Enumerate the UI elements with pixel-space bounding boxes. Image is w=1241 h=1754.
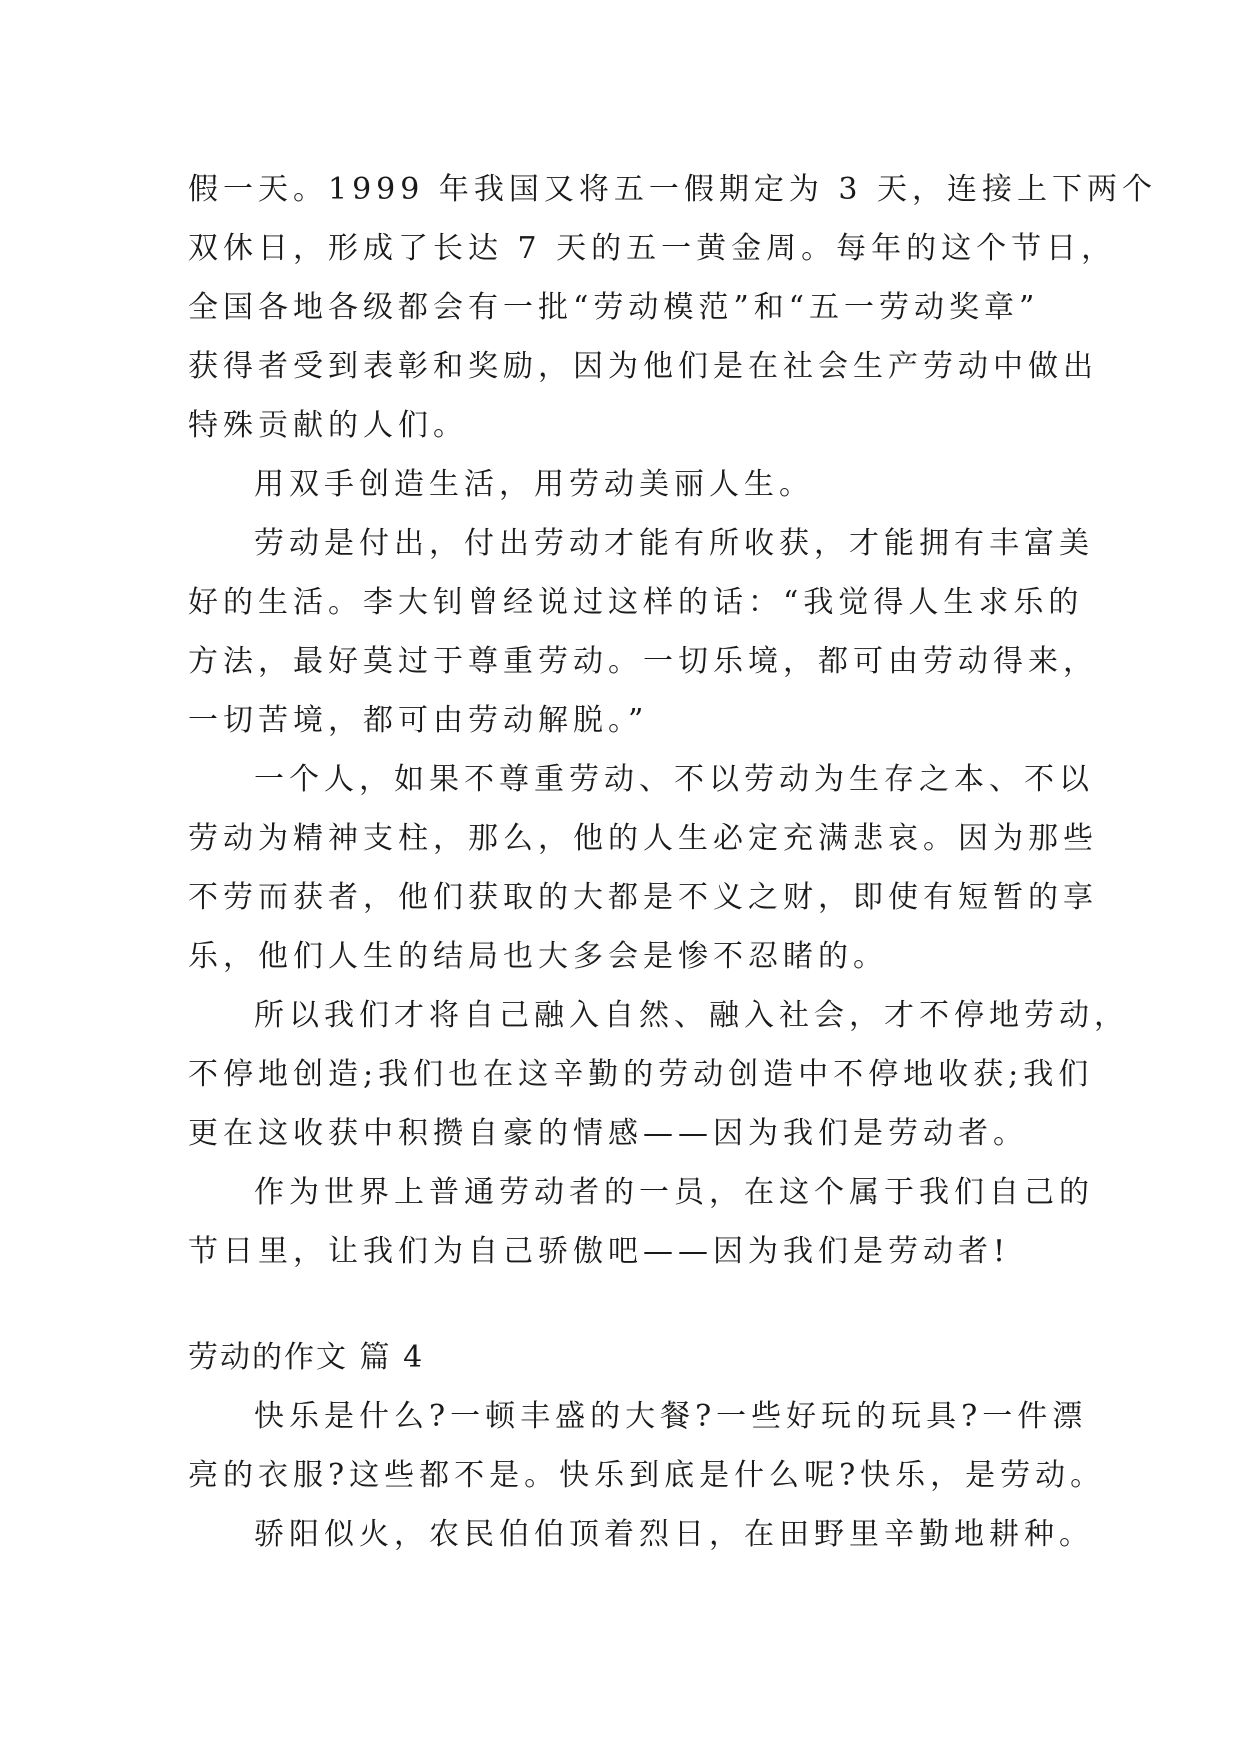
text-line: 劳动为精神支柱，那么，他的人生必定充满悲哀。因为那些 — [188, 821, 1098, 856]
text-line: 特殊贡献的人们。 — [188, 408, 468, 443]
text-line: 用双手创造生活，用劳动美丽人生。 — [254, 467, 814, 502]
text-line: 不停地创造;我们也在这辛勤的劳动创造中不停地收获;我们 — [188, 1057, 1094, 1092]
text-line: 节日里，让我们为自己骄傲吧——因为我们是劳动者! — [188, 1234, 1011, 1269]
text-line: 骄阳似火，农民伯伯顶着烈日，在田野里辛勤地耕种。 — [254, 1517, 1094, 1552]
text-line: 更在这收获中积攒自豪的情感——因为我们是劳动者。 — [188, 1116, 1028, 1151]
section-gap — [188, 1281, 1048, 1328]
document-body — [188, 160, 1158, 1564]
text-line: 方法，最好莫过于尊重劳动。一切乐境，都可由劳动得来， — [188, 644, 1098, 679]
text-line: 所以我们才将自己融入自然、融入社会，才不停地劳动， — [254, 998, 1129, 1033]
text-line: 乐，他们人生的结局也大多会是惨不忍睹的。 — [188, 939, 888, 974]
text-line: 亮的衣服?这些都不是。快乐到底是什么呢?快乐，是劳动。 — [188, 1458, 1106, 1493]
text-line: 一个人，如果不尊重劳动、不以劳动为生存之本、不以 — [254, 762, 1094, 797]
text-line: 假一天。1999 年我国又将五一假期定为 3 天，连接上下两个 — [188, 172, 1158, 207]
section-heading: 劳动的作文 篇 4 — [188, 1340, 425, 1375]
text-line: 双休日，形成了长达 7 天的五一黄金周。每年的这个节日， — [188, 231, 1117, 266]
text-line: 一切苦境，都可由劳动解脱。” — [188, 703, 649, 738]
text-line: 好的生活。李大钊曾经说过这样的话：“我觉得人生求乐的 — [188, 585, 1084, 620]
text-line: 快乐是什么?一顿丰盛的大餐?一些好玩的玩具?一件漂 — [254, 1399, 1088, 1434]
text-line: 获得者受到表彰和奖励，因为他们是在社会生产劳动中做出 — [188, 349, 1098, 384]
text-line: 全国各地各级都会有一批“劳动模范”和“五一劳动奖章” — [188, 290, 1040, 325]
text-line: 劳动是付出，付出劳动才能有所收获，才能拥有丰富美 — [254, 526, 1094, 561]
text-line: 作为世界上普通劳动者的一员，在这个属于我们自己的 — [254, 1175, 1094, 1210]
text-line: 不劳而获者，他们获取的大都是不义之财，即使有短暂的享 — [188, 880, 1098, 915]
